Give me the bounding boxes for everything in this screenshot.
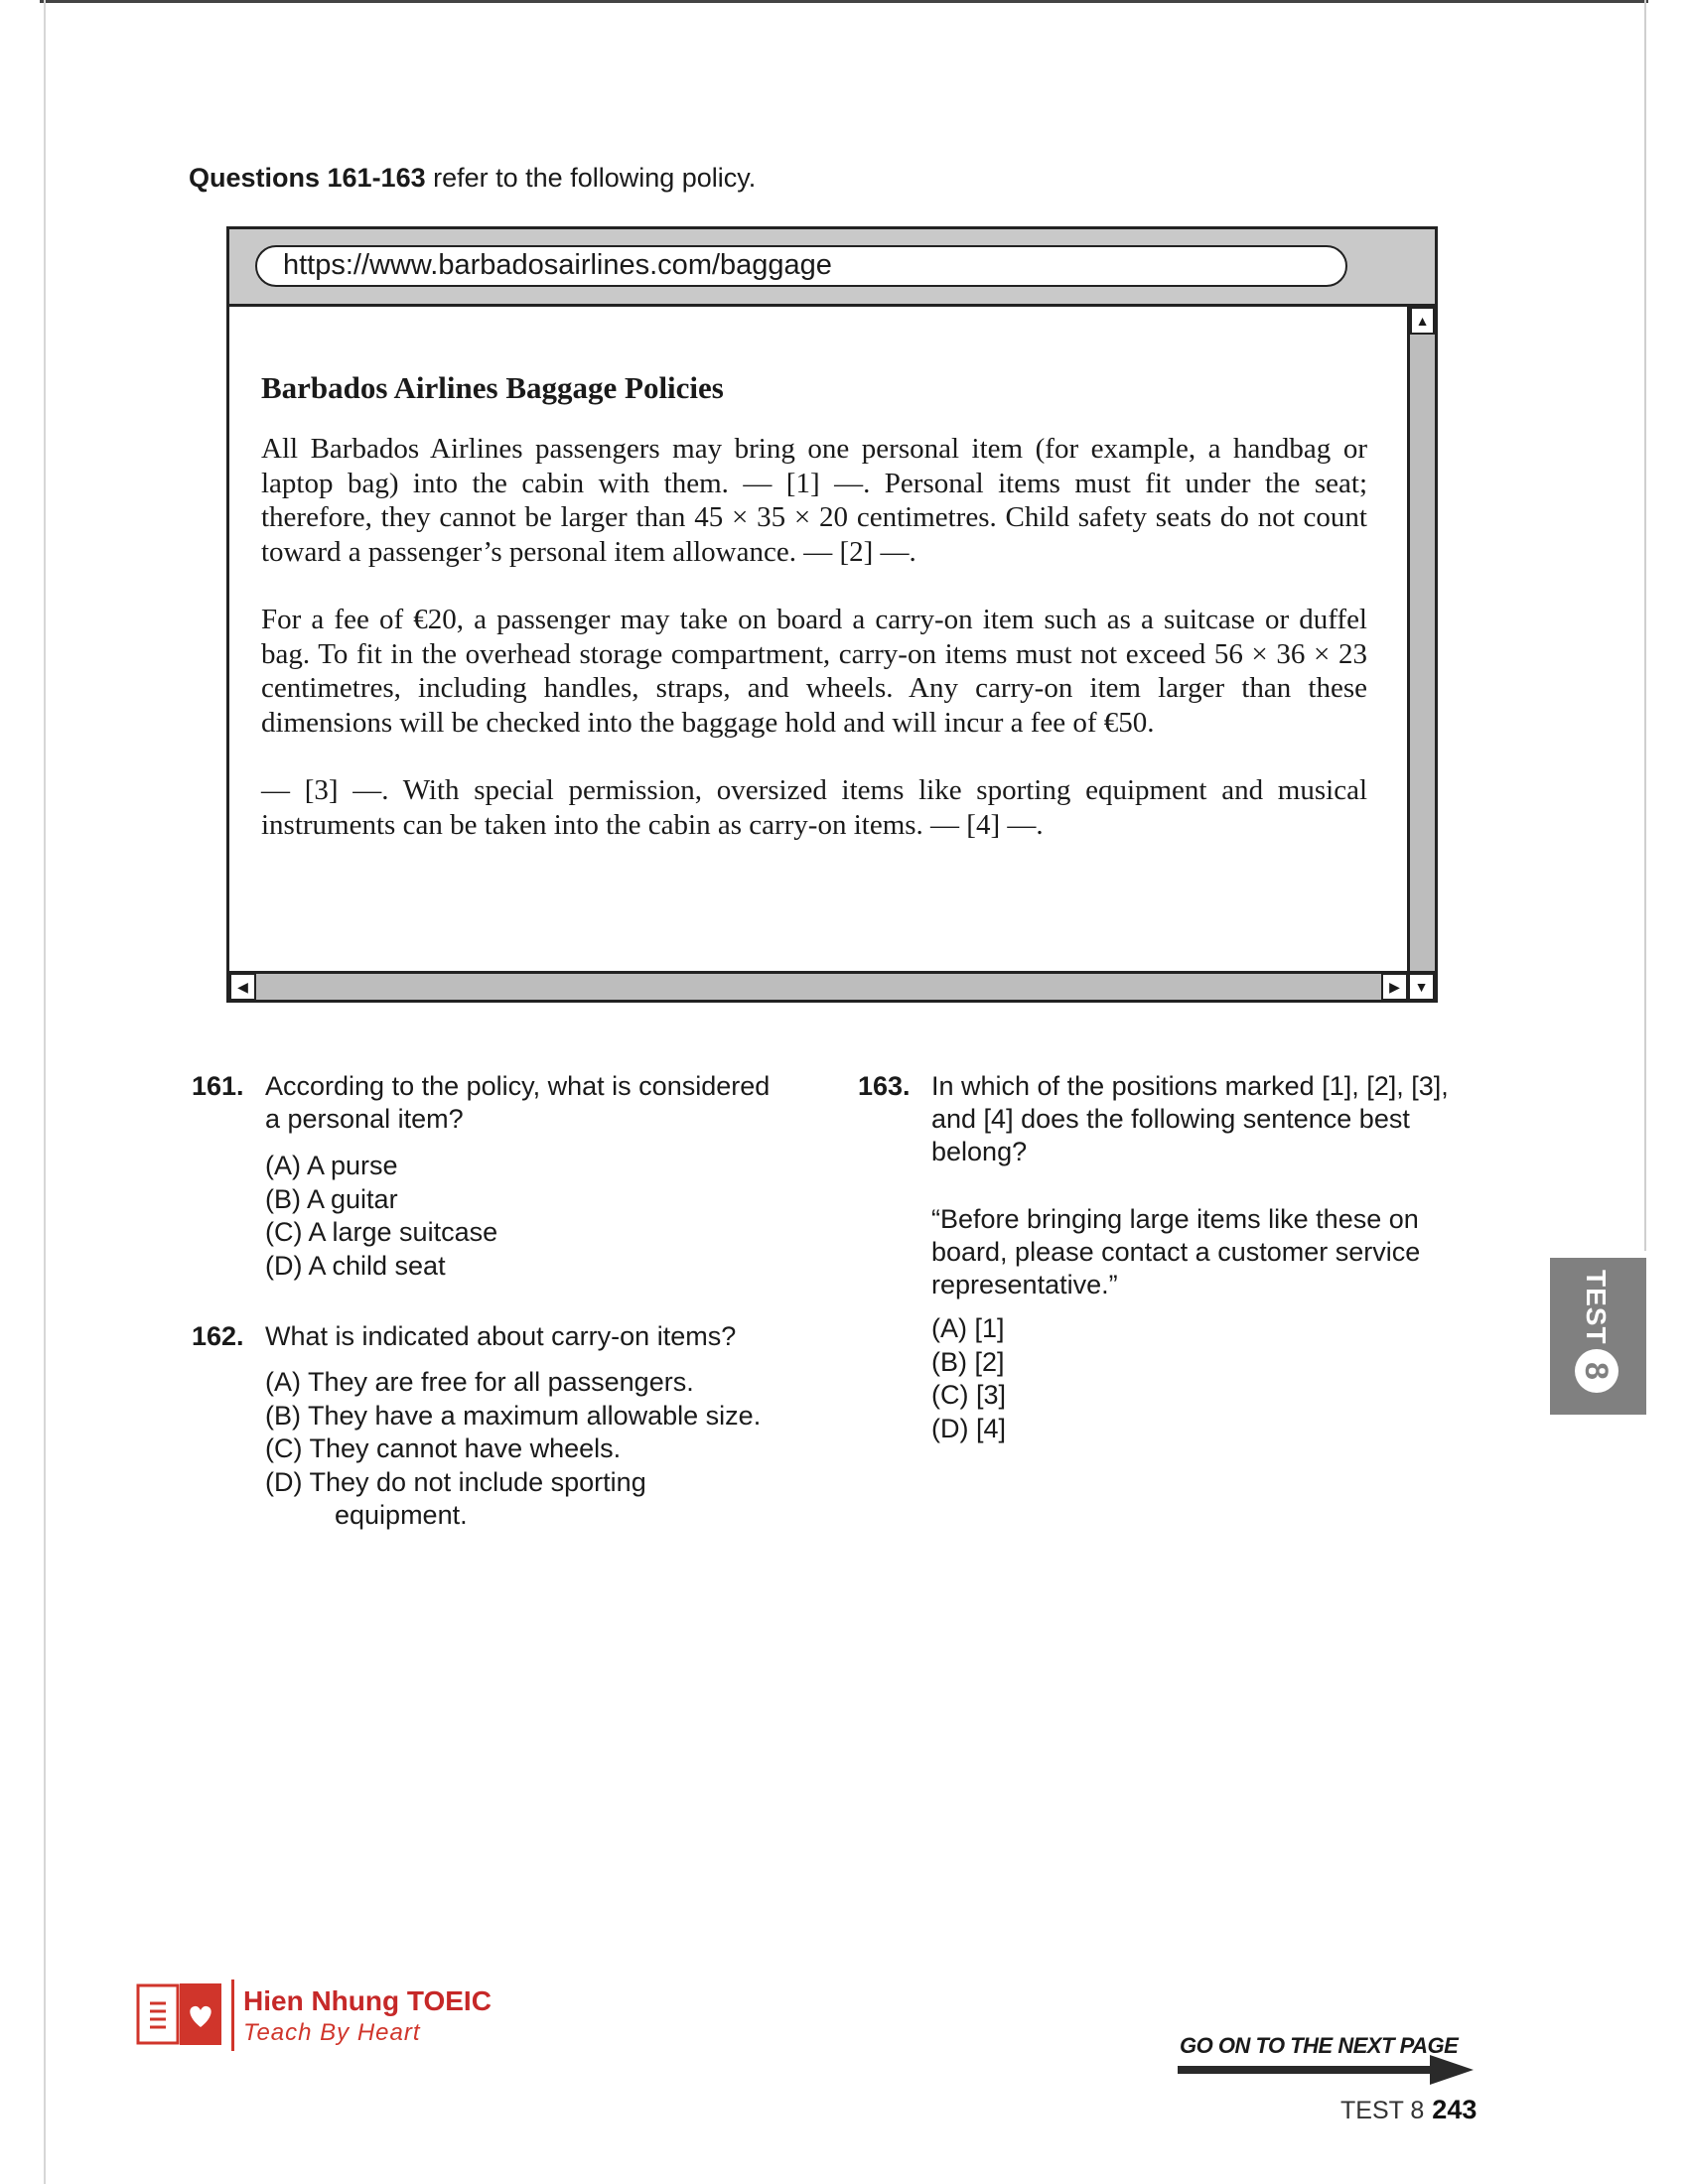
intro-text: refer to the following policy. <box>425 163 757 193</box>
quote-line: board, please contact a customer service <box>931 1237 1421 1267</box>
next-arrow-icon <box>1178 2055 1476 2085</box>
question-161 <box>192 1070 827 1294</box>
questions-intro <box>189 163 756 194</box>
book-heart-icon <box>136 1981 227 2049</box>
quote-line: representative.” <box>931 1270 1118 1299</box>
policy-paragraph-3: — [3] —. With special permission, oversized items like sporting equipment and musical instruments can be taken into the cabin as carry-on items. — [4] —. <box>261 774 1367 841</box>
scroll-down-icon[interactable]: ▼ <box>1408 973 1435 1001</box>
scroll-right-icon[interactable]: ▶ <box>1381 973 1408 1001</box>
scroll-up-icon[interactable]: ▲ <box>1410 307 1435 335</box>
option-d[interactable]: (D) A child seat <box>265 1250 446 1281</box>
option-a[interactable]: (A) They are free for all passengers. <box>265 1367 694 1397</box>
questions-range: Questions 161-163 <box>189 163 426 193</box>
address-bar <box>229 229 1435 307</box>
footer-test-label: TEST 8 <box>1340 2097 1425 2124</box>
option-d-continued: equipment. <box>335 1500 468 1530</box>
option-b[interactable]: (B) [2] <box>931 1346 1005 1377</box>
page-footer <box>1340 2095 1477 2125</box>
stem-line: belong? <box>931 1137 1028 1166</box>
option-b[interactable]: (B) A guitar <box>265 1183 398 1214</box>
option-c[interactable]: (C) [3] <box>931 1380 1007 1410</box>
option-a[interactable]: (A) A purse <box>265 1151 398 1180</box>
next-page-label: GO ON TO THE NEXT PAGE <box>1180 2033 1459 2058</box>
question-stem: What is indicated about carry-on items? <box>265 1321 737 1351</box>
page-number: 243 <box>1432 2095 1477 2124</box>
answer-options <box>265 1366 761 1533</box>
logo-title: Hien Nhung TOEIC <box>243 1985 492 2016</box>
quoted-sentence <box>931 1203 1420 1301</box>
option-a[interactable]: (A) [1] <box>931 1313 1005 1343</box>
question-163 <box>858 1070 1513 1457</box>
horizontal-scrollbar[interactable] <box>229 971 1435 1000</box>
question-number: 161. <box>192 1071 244 1101</box>
stem-line: and [4] does the following sentence best <box>931 1104 1410 1134</box>
url-field[interactable]: https://www.barbadosairlines.com/baggage <box>255 245 1347 287</box>
option-d[interactable]: (D) [4] <box>931 1413 1007 1443</box>
option-c[interactable]: (C) A large suitcase <box>265 1217 498 1247</box>
page-top-edge <box>40 0 1648 3</box>
stem-line: a personal item? <box>265 1104 464 1134</box>
option-c[interactable]: (C) They cannot have wheels. <box>265 1433 622 1463</box>
answer-options <box>931 1312 1006 1445</box>
question-162 <box>192 1320 827 1539</box>
option-b[interactable]: (B) They have a maximum allowable size. <box>265 1400 762 1431</box>
page-right-edge <box>1644 0 1646 1251</box>
scroll-left-icon[interactable]: ◀ <box>229 973 256 1001</box>
page-left-edge <box>44 0 46 2184</box>
question-number: 163. <box>858 1071 911 1101</box>
vertical-scrollbar[interactable] <box>1410 307 1435 971</box>
policy-content <box>229 307 1410 971</box>
policy-title: Barbados Airlines Baggage Policies <box>261 370 724 405</box>
policy-paragraph-2: For a fee of €20, a passenger may take on board a carry-on item such as a suitcase or duffel bag. To fit in the overhead storage compartment, carry-on items must not exceed 56 × 36 × 23 centimetres, including handles, straps, and wheels. Any carry-on item larger than these dimensions will be checked into the baggage hold and will incur a fee of €50. <box>261 604 1367 739</box>
policy-paragraph-1: All Barbados Airlines passengers may bring one personal item (for example, a handbag or laptop bag) into the cabin with them. — [1] —. Personal items must fit under the seat; therefore, they cannot be larger than 45 × 35 × 20 centimetres. Child safety seats do not count toward a passenger’s personal item allowance. — [2] —. <box>261 433 1367 568</box>
logo-divider <box>231 1979 234 2051</box>
quote-line: “Before bringing large items like these on <box>931 1204 1419 1234</box>
stem-line: In which of the positions marked [1], [2], [3], <box>931 1071 1449 1101</box>
test-section-tab <box>1550 1258 1646 1415</box>
question-stem <box>931 1070 1449 1168</box>
option-d[interactable]: (D) They do not include sporting <box>265 1466 646 1497</box>
browser-window <box>226 226 1438 1003</box>
test-tab-label: TEST <box>1581 1270 1612 1345</box>
logo-subtitle: Teach By Heart <box>243 2019 421 2046</box>
test-tab-number: 8 <box>1575 1349 1618 1393</box>
answer-options <box>265 1150 497 1283</box>
stem-line: According to the policy, what is considered <box>265 1071 771 1101</box>
question-number: 162. <box>192 1321 244 1351</box>
question-stem <box>265 1070 770 1136</box>
